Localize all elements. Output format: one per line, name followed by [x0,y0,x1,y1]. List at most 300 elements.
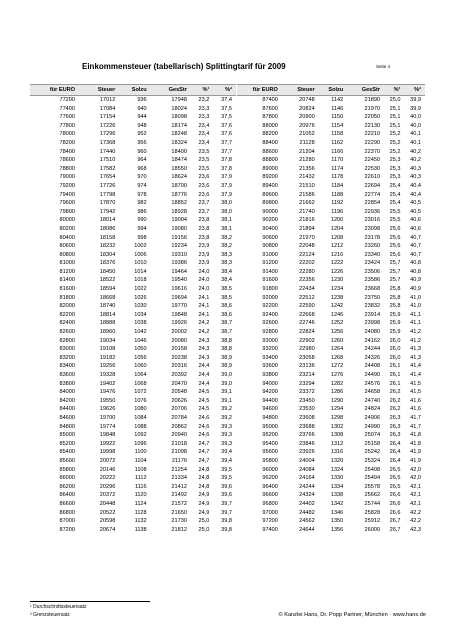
table-cell: 22210 [364,131,381,138]
table-cell: 24,4 [198,380,210,387]
table-cell: 86000 [59,475,76,482]
table-cell: 39,3 [221,432,232,439]
table-row [237,328,425,337]
table-cell: 26,2 [389,397,401,404]
table-cell: 86800 [59,509,76,516]
table-cell: 91000 [262,251,278,258]
table-row [30,440,236,449]
table-row [237,414,425,423]
table-cell: 24824 [364,406,381,413]
table-cell: 24658 [364,389,381,396]
table-row [30,113,236,122]
table-row [237,517,425,526]
table-cell: 23,5 [198,157,210,164]
table-cell: 26,5 [389,466,401,473]
table-cell: 78200 [59,139,76,146]
table-cell: 96400 [262,483,278,490]
table-row [237,483,425,492]
table-cell: 24,7 [198,457,210,464]
header-cell: GesStr [149,85,189,96]
table-cell: 93600 [262,363,278,370]
table-cell: 86400 [59,492,76,499]
table-cell: 42,2 [410,509,421,516]
table-cell: 93000 [262,337,278,344]
table-cell: 19402 [99,380,116,387]
table-cell: 1064 [134,372,147,378]
table-cell: 1246 [330,311,344,318]
table-cell: 1026 [134,294,147,301]
table-cell: 81000 [59,260,76,267]
table-cell: 40,1 [410,131,421,138]
table-cell: 24324 [299,492,315,499]
table-row [30,362,236,371]
table-cell: 22980 [299,346,315,353]
table-cell: 23,7 [198,200,210,207]
table-cell: 1088 [134,423,147,430]
table-cell: 80400 [59,234,76,241]
table-cell: 1222 [330,260,344,267]
table-cell: 21970 [299,234,315,241]
table-cell: 17942 [99,208,116,215]
table-cell: 1014 [134,268,147,275]
table-cell: 974 [137,182,147,189]
table-cell: 77200 [59,97,76,103]
table-row [237,457,425,466]
table-cell: 78800 [59,165,76,172]
table-row [30,216,236,225]
table-cell: 23,5 [198,165,210,172]
table-cell: 22936 [364,208,381,215]
table-cell: 40,7 [410,251,421,258]
table-cell: 24,6 [198,423,210,430]
table-cell: 22512 [299,294,315,301]
table-cell: 83000 [59,346,76,353]
table-cell: 37,7 [221,139,232,146]
table-cell: 22130 [364,122,381,129]
table-cell: 1276 [330,372,344,378]
table-cell: 42,1 [410,492,421,499]
table-cell: 42,1 [410,500,421,507]
table-cell: 41,8 [410,440,421,447]
table-cell: 20626 [171,397,187,404]
table-cell: 41,8 [410,432,421,439]
table-cell: 37,5 [221,114,232,121]
table-cell: 25,2 [389,148,401,155]
table-cell: 24,9 [198,509,210,516]
table-cell: 23608 [299,414,315,421]
table-cell: 17726 [99,182,116,189]
table-cell: 24402 [299,500,315,507]
table-cell: 40,2 [410,148,421,155]
table-cell: 23,7 [198,208,210,215]
table-cell: 956 [137,139,147,146]
table-cell: 41,4 [410,363,421,370]
table-cell: 1308 [330,432,344,439]
table-cell: 1200 [330,217,344,224]
table-cell: 24,4 [198,363,210,370]
table-cell: 41,7 [410,414,421,421]
table-cell: 37,9 [221,174,232,181]
table-cell: 21662 [299,200,315,207]
table-cell: 1226 [330,268,344,275]
table-cell: 18740 [99,303,116,310]
table-cell: 38,6 [221,303,232,310]
table-cell: 20470 [171,380,187,387]
table-cell: 20940 [171,432,187,439]
table-cell: 42,0 [410,475,421,482]
table-cell: 1286 [330,389,344,396]
table-cell: 20748 [299,97,315,103]
table-cell: 23,9 [198,251,210,258]
table-row [237,294,425,303]
table-cell: 17510 [99,157,116,164]
table-cell: 1046 [134,337,147,344]
table-cell: 38,3 [221,260,232,267]
table-cell: 92600 [262,320,278,327]
table-cell: 92000 [262,294,278,301]
table-cell: 1002 [134,243,147,250]
table-cell: 21018 [171,440,187,447]
table-cell: 21052 [299,131,315,138]
table-cell: 25,3 [389,174,401,181]
table-cell: 77400 [59,105,76,112]
table-row [237,380,425,389]
table-cell: 1142 [331,97,344,103]
table-row [30,251,236,260]
table-cell: 26,1 [389,380,401,387]
table-cell: 25578 [364,483,381,490]
table-cell: 95800 [262,457,278,464]
table-row [30,311,236,320]
table-row [30,285,236,294]
table-cell: 22434 [299,286,315,293]
table-cell: 20548 [171,389,187,396]
table-cell: 22124 [299,251,315,258]
table-cell: 1108 [134,466,147,473]
table-cell: 23506 [364,268,381,275]
table-cell: 89200 [262,174,278,181]
table-row [237,474,425,483]
table-row [237,354,425,363]
table-cell: 20824 [299,105,315,112]
table-cell: 1096 [134,440,147,447]
table-row [237,423,425,432]
table-cell: 79400 [59,191,76,198]
table-cell: 24164 [299,475,315,482]
table-cell: 1216 [330,251,344,258]
table-row [30,345,236,354]
table-cell: 87600 [262,105,278,112]
table-row [237,362,425,371]
table-cell: 23750 [364,294,381,301]
table-cell: 23016 [364,217,381,224]
table-row [237,148,425,157]
table-cell: 1256 [330,329,344,336]
table-cell: 24,1 [198,311,210,318]
table-cell: 25,4 [389,182,401,189]
table-cell: 41,2 [410,337,421,344]
table-cell: 79600 [59,200,76,207]
table-cell: 25,8 [389,286,401,293]
table-row [237,122,425,131]
table-cell: 24244 [299,483,315,490]
table-row [30,405,236,414]
table-cell: 20706 [171,406,187,413]
table-cell: 21204 [299,148,315,155]
table-cell: 1158 [331,131,344,138]
table-cell: 24,6 [198,432,210,439]
table-cell: 40,9 [410,277,421,284]
table-row [30,319,236,328]
table-row [30,302,236,311]
table-cell: 40,1 [410,139,421,146]
footnote-average-rate: ¹ Durchschnittssteuersatz [30,604,87,610]
table-cell: 25,7 [389,277,401,284]
copyright-notice: © Kanzlei Hans, Dr. Popp Partner, München · www.hans.de [278,612,426,618]
table-cell: 17084 [99,105,116,112]
table-cell: 21812 [171,526,187,533]
table-cell: 23688 [299,423,315,430]
table-row [237,337,425,346]
table-cell: 23,4 [198,122,210,129]
table-cell: 24576 [364,380,381,387]
table-cell: 25,6 [389,251,401,258]
table-cell: 1154 [331,122,344,129]
table-cell: 23450 [299,397,315,404]
table-cell: 25,0 [198,526,210,533]
table-cell: 39,8 [221,518,232,525]
table-cell: 1150 [331,114,344,121]
table-cell: 21098 [171,449,187,456]
table-cell: 22668 [299,311,315,318]
table-cell: 23,8 [198,234,210,241]
table-cell: 85200 [59,440,76,447]
table-cell: 20448 [99,500,116,507]
table-cell: 1320 [330,457,344,464]
table-cell: 25,0 [389,97,401,103]
table-row [237,285,425,294]
table-cell: 22048 [299,243,315,250]
table-cell: 24,3 [198,346,210,353]
table-cell: 23136 [299,363,315,370]
table-cell: 19386 [171,260,187,267]
table-cell: 24080 [364,329,381,336]
table-cell: 18174 [171,122,187,129]
table-row [30,294,236,303]
table-cell: 41,5 [410,380,421,387]
table-row [30,337,236,346]
table-cell: 42,2 [410,518,421,525]
table-cell: 26,3 [389,432,401,439]
table-cell: 77800 [59,122,76,129]
table-cell: 18376 [99,260,116,267]
table-cell: 38,7 [221,329,232,336]
table-row [30,165,236,174]
table-row [237,311,425,320]
table-cell: 25,4 [389,191,401,198]
table-cell: 39,9 [410,105,421,112]
table-cell: 39,6 [221,492,232,499]
table-cell: 23668 [364,286,381,293]
table-cell: 19182 [99,354,116,361]
table-cell: 26,0 [389,346,401,353]
table-cell: 22290 [364,139,381,146]
table-cell: 18014 [99,217,116,224]
table-cell: 24562 [299,518,315,525]
table-row [30,96,236,105]
table-cell: 22450 [364,157,381,164]
table-cell: 41,6 [410,406,421,413]
table-row [237,371,425,380]
table-row [237,500,425,509]
table-cell: 22530 [364,165,381,172]
table-cell: 18474 [171,157,187,164]
table-cell: 20522 [99,509,116,516]
table-cell: 25,6 [389,234,401,241]
table-cell: 23372 [299,389,315,396]
table-cell: 968 [137,165,147,172]
table-cell: 81800 [59,294,76,301]
table-cell: 19694 [171,294,187,301]
table-cell: 22854 [364,200,381,207]
table-cell: 24,5 [198,389,210,396]
table-cell: 19540 [171,277,187,284]
table-cell: 85400 [59,449,76,456]
table-cell: 26,4 [389,440,401,447]
table-cell: 84600 [59,414,76,421]
table-cell: 17798 [99,191,116,198]
table-cell: 37,8 [221,157,232,164]
table-cell: 84000 [59,389,76,396]
table-cell: 40,8 [410,260,421,267]
table-cell: 38,4 [221,268,232,275]
table-cell: 40,2 [410,157,421,164]
table-cell: 20158 [171,346,187,353]
table-cell: 94400 [262,397,278,404]
table-cell: 24,0 [198,268,210,275]
table-cell: 24644 [299,526,315,533]
table-cell: 1294 [330,406,344,413]
table-cell: 18668 [99,294,116,301]
table-cell: 26,6 [389,492,401,499]
table-cell: 17368 [99,139,116,146]
table-cell: 1268 [330,354,344,361]
table-cell: 39,2 [221,406,232,413]
table-cell: 23530 [299,406,315,413]
table-cell: 25,5 [389,208,401,215]
table-cell: 26000 [364,526,381,533]
table-cell: 40,0 [410,114,421,121]
table-cell: 17582 [99,165,116,172]
table-cell: 1138 [134,526,147,533]
table-row [30,242,236,251]
table-cell: 21890 [364,97,381,103]
table-cell: 24,9 [198,500,210,507]
table-row [237,208,425,217]
table-cell: 25,8 [389,294,401,301]
table-cell: 25,5 [389,217,401,224]
table-cell: 20146 [99,466,116,473]
table-cell: 39,0 [221,372,232,378]
table-row [30,414,236,423]
table-cell: 97200 [262,518,278,525]
table-row [30,139,236,148]
table-cell: 84200 [59,397,76,404]
table-cell: 37,9 [221,191,232,198]
table-cell: 21572 [171,500,187,507]
table-cell: 25,7 [389,260,401,267]
table-cell: 40,8 [410,268,421,275]
table-cell: 41,6 [410,397,421,404]
table-cell: 21412 [171,483,187,490]
table-cell: 18086 [99,225,116,232]
table-row [237,191,425,200]
table-row [30,225,236,234]
table-cell: 25,1 [389,122,401,129]
table-cell: 39,3 [221,440,232,447]
table-cell: 41,1 [410,311,421,318]
table-cell: 23832 [364,303,381,310]
table-cell: 41,1 [410,320,421,327]
table-cell: 22746 [299,320,315,327]
table-cell: 994 [137,225,147,232]
page-number: Seite 4 [375,64,390,69]
table-row [237,242,425,251]
table-cell: 26,4 [389,449,401,456]
table-cell: 40,7 [410,234,421,241]
table-cell: 17226 [99,122,116,129]
table-cell: 90600 [262,234,278,241]
table-cell: 94800 [262,414,278,421]
table-cell: 1128 [134,509,147,516]
table-row [30,130,236,139]
table-row [30,173,236,182]
table-cell: 23766 [299,432,315,439]
table-cell: 37,6 [221,122,232,129]
table-row [237,276,425,285]
table-cell: 1132 [134,518,147,525]
table-cell: 18928 [171,208,187,215]
table-cell: 1124 [134,500,147,507]
table-cell: 88800 [262,157,278,164]
table-cell: 1184 [331,182,344,189]
table-cell: 25912 [364,518,381,525]
table-cell: 24,9 [198,492,210,499]
header-cell: %¹ [382,85,402,96]
table-cell: 20784 [171,414,187,421]
table-cell: 18594 [99,286,116,293]
table-cell: 25324 [364,457,381,464]
table-cell: 19848 [171,311,187,318]
table-cell: 22610 [364,174,381,181]
table-cell: 40,6 [410,225,421,232]
table-cell: 1242 [330,303,344,310]
table-cell: 40,5 [410,200,421,207]
table-row [237,130,425,139]
table-cell: 20296 [99,483,116,490]
table-cell: 23058 [299,354,315,361]
table-cell: 19770 [171,303,187,310]
table-cell: 22590 [299,303,315,310]
table-cell: 22202 [299,260,315,267]
table-cell: 23424 [364,260,381,267]
table-cell: 83400 [59,363,76,370]
table-cell: 1334 [330,483,344,490]
table-cell: 21650 [171,509,187,516]
table-cell: 87400 [262,97,278,103]
table-cell: 18304 [99,251,116,258]
table-cell: 20316 [171,363,187,370]
